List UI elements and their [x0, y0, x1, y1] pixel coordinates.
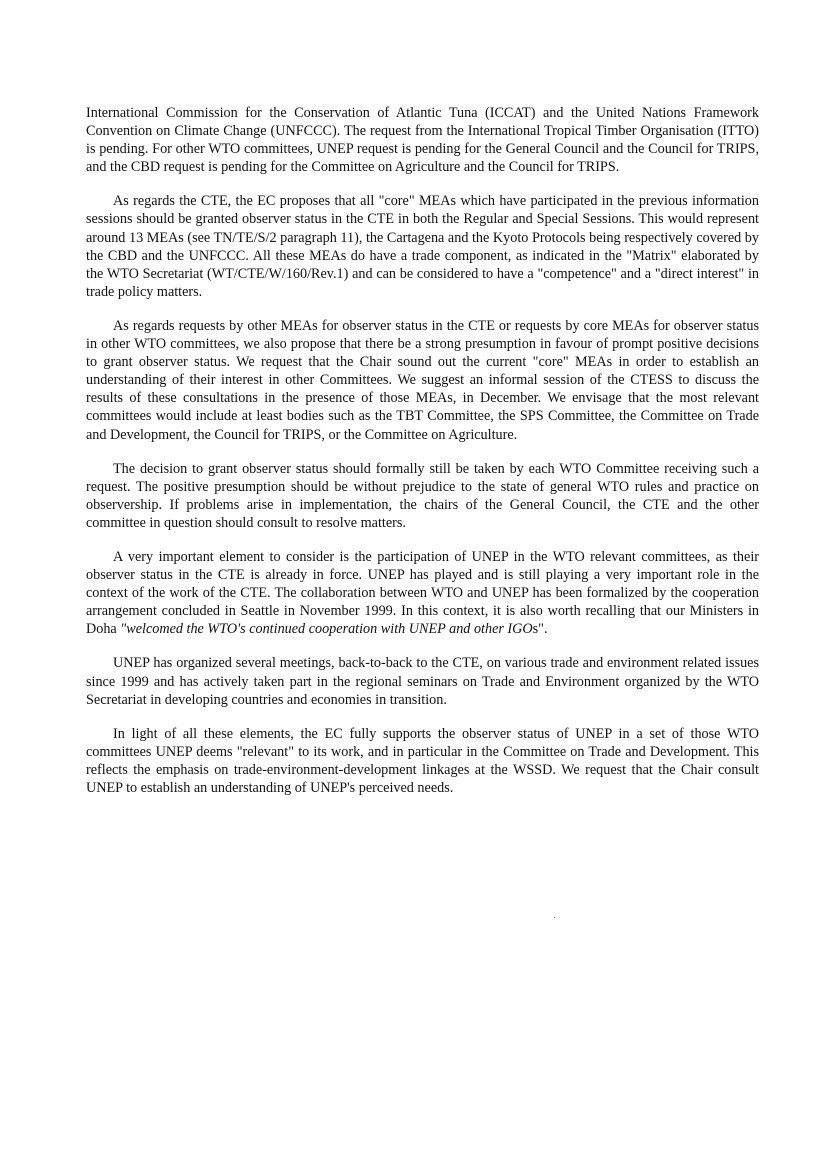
- paragraph-5-text: A very important element to consider is the participation of UNEP in the WTO relevant committees, as their observer status in the CTE is already in force. UNEP has played and is still playing a very important role in the context of the work of the CTE. The collaboration between WTO and UNEP has been formalized by the cooperation arrangement concluded in Seattle in November 1999. In this context, it is also worth recalling that our Ministers in Doha: [86, 548, 759, 638]
- scan-speck: [554, 917, 555, 918]
- paragraph-2: As regards the CTE, the EC proposes that all "core" MEAs which have participated in the previous information sessions should be granted observer status in the CTE in both the Regular and Special Sessions. This would represent around 13 MEAs (see TN/TE/S/2 paragraph 11), the Cartagena and the Kyoto Protocols being respectively covered by the CBD and the UNFCCC. All these MEAs do have a trade component, as indicated in the "Matrix" elaborated by the WTO Secretariat (WT/CTE/W/160/Rev.1) and can be considered to have a "competence" and a "direct interest" in trade policy matters.: [86, 193, 759, 300]
- document-body: [86, 104, 759, 813]
- paragraph-7: In light of all these elements, the EC fully supports the observer status of UNEP in a set of those WTO committees UNEP deems "relevant" to its work, and in particular in the Committee on Trade and Development. This reflects the emphasis on trade-environment-development linkages at the WSSD. We request that the Chair consult UNEP to establish an understanding of UNEP's perceived needs.: [86, 725, 759, 796]
- paragraph-5: [86, 548, 759, 638]
- paragraph-5-tail: s".: [532, 621, 548, 638]
- doha-quote: "welcomed the WTO's continued cooperation with UNEP and other IGO: [120, 621, 533, 638]
- paragraph-4: The decision to grant observer status should formally still be taken by each WTO Committee receiving such a request. The positive presumption should be without prejudice to the state of general WTO rules and practice on observership. If problems arise in implementation, the chairs of the General Council, the CTE and the other committee in question should consult to resolve matters.: [86, 460, 759, 531]
- paragraph-3: As regards requests by other MEAs for observer status in the CTE or requests by core MEAs for observer status in other WTO committees, we also propose that there be a strong presumption in favour of prompt positive decisions to grant observer status. We request that the Chair sound out the current "core" MEAs in order to establish an understanding of their interest in other Committees. We suggest an informal session of the CTESS to discuss the results of these consultations in the presence of those MEAs, in December. We envisage that the most relevant committees would include at least bodies such as the TBT Committee, the SPS Committee, the Committee on Trade and Development, the Council for TRIPS, or the Committee on Agriculture.: [86, 317, 759, 443]
- paragraph-6: UNEP has organized several meetings, back-to-back to the CTE, on various trade and environment related issues since 1999 and has actively taken part in the regional seminars on Trade and Environment organized by the WTO Secretariat in developing countries and economies in transition.: [86, 655, 759, 708]
- paragraph-1: International Commission for the Conservation of Atlantic Tuna (ICCAT) and the United Nations Framework Convention on Climate Change (UNFCCC). The request from the International Tropical Timber Organisation (ITTO) is pending. For other WTO committees, UNEP request is pending for the General Council and the Council for TRIPS, and the CBD request is pending for the Committee on Agriculture and the Council for TRIPS.: [86, 105, 759, 176]
